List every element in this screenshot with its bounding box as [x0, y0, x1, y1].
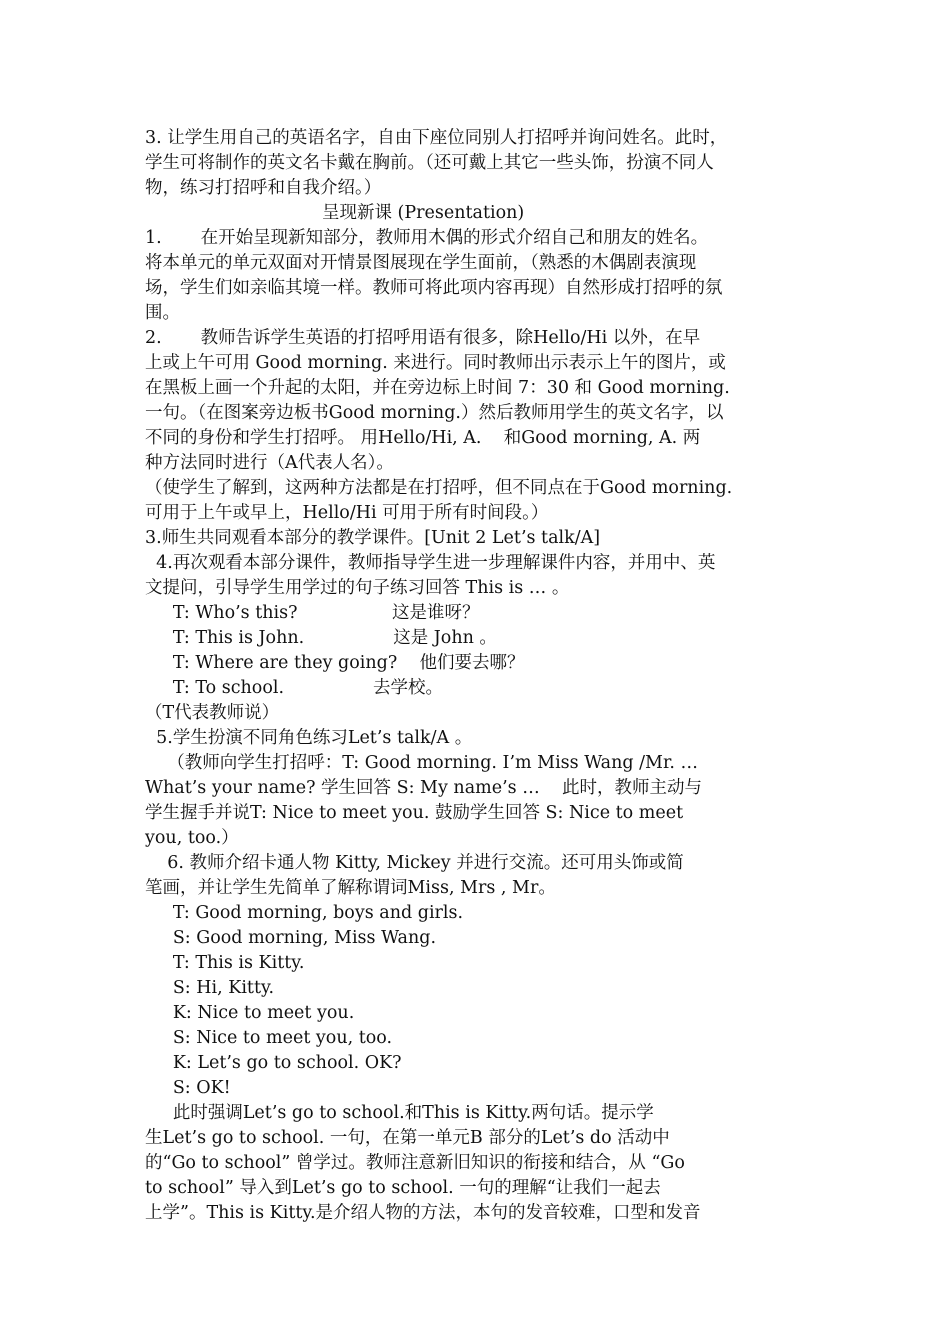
- dialogue-line: S: Nice to meet you, too.: [145, 1028, 393, 1048]
- section-heading: 呈现新课 (Presentation): [322, 203, 525, 223]
- dialogue-line: S: OK!: [145, 1078, 231, 1098]
- dialogue-line: T: Who’s this? 这是谁呀？: [145, 603, 480, 623]
- text-line: 学生可将制作的英文名卡戴在胸前。（还可戴上其它一些头饰，扮演不同人: [145, 153, 714, 173]
- text-line: 围。: [145, 303, 180, 323]
- text-line: to school” 导入到Let’s go to school. 一句的理解“让我们一起去: [145, 1178, 661, 1198]
- dialogue-line: T: Where are they going? 他们要去哪？: [145, 653, 525, 673]
- text-line: 此时强调Let’s go to school.和This is Kitty.两句话。提示学: [145, 1103, 654, 1123]
- dialogue-line: T: Good morning, boys and girls.: [145, 903, 464, 923]
- text-line: you, too.）: [145, 828, 239, 848]
- text-line: 上学”。This is Kitty.是介绍人物的方法，本句的发音较难，口型和发音: [145, 1203, 701, 1223]
- dialogue-line: K: Nice to meet you.: [145, 1003, 355, 1023]
- dialogue-line: K: Let’s go to school. OK?: [145, 1053, 402, 1073]
- text-line: 2. 教师告诉学生英语的打招呼用语有很多，除Hello/Hi 以外，在早: [145, 328, 701, 348]
- dialogue-line: T: This is Kitty.: [145, 953, 305, 973]
- text-line: 生Let’s go to school. 一句，在第一单元B 部分的Let’s do 活动中: [145, 1128, 670, 1148]
- text-line: 学生握手并说T: Nice to meet you. 鼓励学生回答 S: Nice to meet: [145, 803, 684, 823]
- dialogue-line: T: To school. 去学校。: [145, 678, 444, 698]
- dialogue-line: S: Good morning, Miss Wang.: [145, 928, 437, 948]
- text-line: 3.师生共同观看本部分的教学课件。[Unit 2 Let’s talk/A]: [145, 528, 601, 548]
- text-line: 6. 教师介绍卡通人物 Kitty, Mickey 并进行交流。还可用头饰或简: [145, 853, 684, 873]
- text-line: 种方法同时进行（A代表人名）。: [145, 453, 394, 473]
- text-line: 不同的身份和学生打招呼。 用Hello/Hi, A. 和Good morning, A. 两: [145, 428, 701, 448]
- text-line: 5.学生扮演不同角色练习Let’s talk/A 。: [145, 728, 473, 748]
- text-line: 物，练习打招呼和自我介绍。）: [145, 178, 382, 198]
- text-line: 笔画，并让学生先简单了解称谓词Miss, Mrs , Mr。: [145, 878, 556, 898]
- text-line: 一句。（在图案旁边板书Good morning.）然后教师用学生的英文名字，以: [145, 403, 724, 423]
- text-line: 上或上午可用 Good morning. 来进行。同时教师出示表示上午的图片，或: [145, 353, 726, 373]
- text-line: 文提问，引导学生用学过的句子练习回答 This is … 。: [145, 578, 570, 598]
- text-line: 3. 让学生用自己的英语名字，自由下座位同别人打招呼并询问姓名。此时，: [145, 128, 728, 148]
- text-line: （使学生了解到，这两种方法都是在打招呼，但不同点在于Good morning.: [145, 478, 733, 498]
- text-line: 可用于上午或早上，Hello/Hi 可用于所有时间段。）: [145, 503, 549, 523]
- text-line: 4.再次观看本部分课件，教师指导学生进一步理解课件内容，并用中、英: [145, 553, 716, 573]
- text-line: What’s your name? 学生回答 S: My name’s … 此时，教师主动与: [145, 778, 702, 798]
- text-line: 的“Go to school” 曾学过。教师注意新旧知识的衔接和结合，从 “Go: [145, 1153, 685, 1173]
- text-line: 将本单元的单元双面对开情景图展现在学生面前，（熟悉的木偶剧表演现: [145, 253, 697, 273]
- text-line: （T代表教师说）: [145, 703, 280, 723]
- text-line: （教师向学生打招呼：T: Good morning. I’m Miss Wang /Mr. …: [145, 753, 699, 773]
- text-line: 场，学生们如亲临其境一样。教师可将此项内容再现）自然形成打招呼的氛: [145, 278, 723, 298]
- text-line: 在黑板上画一个升起的太阳，并在旁边标上时间 7：30 和 Good morning.: [145, 378, 730, 398]
- text-line: 1. 在开始呈现新知部分，教师用木偶的形式介绍自己和朋友的姓名。: [145, 228, 709, 248]
- dialogue-line: S: Hi, Kitty.: [145, 978, 275, 998]
- dialogue-line: T: This is John. 这是 John 。: [145, 628, 497, 648]
